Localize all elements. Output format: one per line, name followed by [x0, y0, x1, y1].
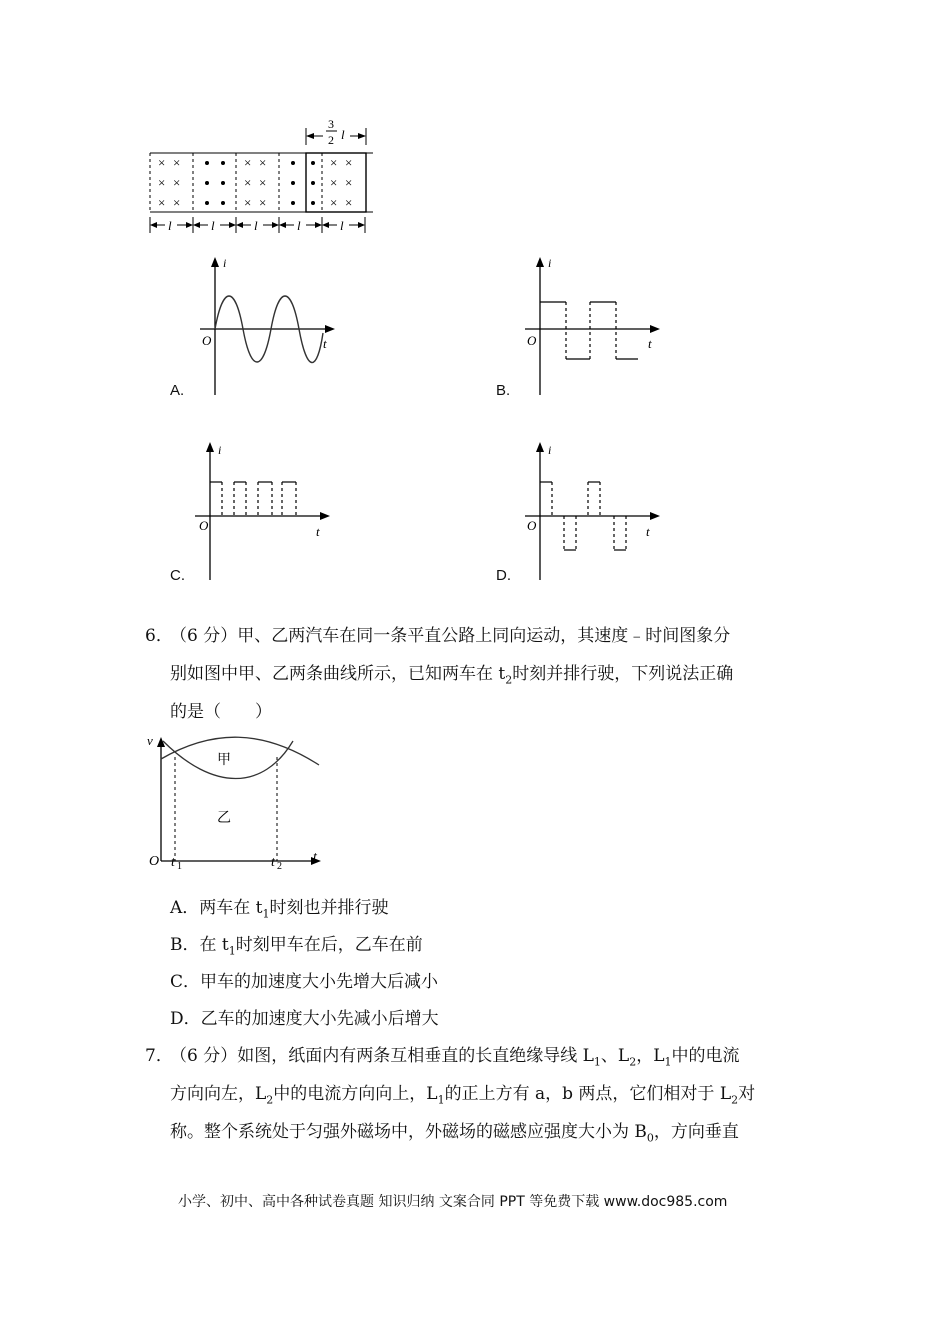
axis-t-label: t	[648, 336, 652, 351]
svg-text:×: ×	[259, 195, 267, 210]
label-t1-sub: 1	[177, 861, 182, 872]
q6-number: 6．	[145, 626, 173, 646]
q7-stem-line1: （6 分）如图，纸面内有两条互相垂直的长直绝缘导线 $L_1$、$L_2$，$L_1$中的电流	[170, 1046, 740, 1069]
label-t2-sub: 2	[277, 861, 282, 872]
field-into-page-1	[158, 155, 180, 210]
fraction-l: l	[341, 127, 345, 142]
graph-option-c	[190, 440, 340, 585]
svg-text:×: ×	[330, 195, 338, 210]
axis-t-label: t	[316, 524, 320, 539]
svg-text:×: ×	[259, 155, 267, 170]
square-wave	[540, 302, 638, 359]
q7-stem-line2: 方向向左，$L_2$中的电流方向向上，$L_1$的正上方有 a，b 两点，它们相对于 $L_2$对	[170, 1084, 756, 1107]
field-out-of-page-1	[205, 161, 225, 205]
q6-option-b: B．在 $t_1$时刻甲车在后，乙车在前	[170, 935, 423, 958]
q6-stem-line2: 别如图中甲、乙两条曲线所示，已知两车在 $t_2$时刻并排行驶，下列说法正确	[170, 664, 734, 687]
origin-label: O	[202, 333, 212, 348]
graph-option-b	[520, 255, 670, 400]
q6-stem-line3: 的是（ ）	[170, 702, 272, 722]
field-into-page-2	[244, 155, 266, 210]
svg-text:×: ×	[330, 175, 338, 190]
pulse-wave	[210, 482, 296, 516]
graph-option-a	[195, 255, 345, 400]
svg-text:×: ×	[259, 175, 267, 190]
option-c-label: C.	[170, 567, 185, 584]
axis-i-label: i	[548, 443, 552, 457]
axis-v-label: v	[147, 733, 153, 748]
origin-label: O	[149, 854, 160, 869]
svg-text:×: ×	[345, 155, 353, 170]
svg-text:×: ×	[173, 195, 181, 210]
graph-option-d	[520, 440, 670, 585]
q6-option-a: A．两车在 $t_1$时刻也并排行驶	[170, 898, 389, 921]
axis-t-label: t	[313, 850, 317, 865]
curve-jia	[161, 737, 319, 765]
q6-option-c: C．甲车的加速度大小先增大后减小	[170, 972, 439, 992]
axis-t-label: t	[646, 524, 650, 539]
svg-text:×: ×	[330, 155, 338, 170]
svg-text:×: ×	[173, 175, 181, 190]
svg-text:×: ×	[158, 175, 166, 190]
label-jia: 甲	[217, 753, 231, 768]
q6-stem-line1: （6 分）甲、乙两汽车在同一条平直公路上同向运动，其速度﹣时间图象分	[170, 626, 731, 646]
segment-label-5: l	[340, 218, 344, 233]
svg-text:×: ×	[158, 195, 166, 210]
origin-label: O	[527, 518, 537, 533]
svg-text:×: ×	[158, 155, 166, 170]
svg-text:×: ×	[173, 155, 181, 170]
page-footer: 小学、初中、高中各种试卷真题 知识归纳 文案合同 PPT 等免费下载 www.doc985.com	[178, 1194, 728, 1210]
option-b-label: B.	[496, 382, 511, 399]
segment-label-4: l	[297, 218, 301, 233]
option-d-label: D.	[496, 567, 511, 584]
fraction-denominator: 2	[328, 133, 334, 147]
magnetic-field-figure	[145, 115, 385, 240]
axis-i-label: i	[548, 256, 552, 270]
segment-label-3: l	[254, 218, 258, 233]
svg-text:×: ×	[244, 195, 252, 210]
fraction-numerator: 3	[328, 117, 334, 131]
field-out-of-page-2	[291, 161, 315, 205]
q6-option-d: D．乙车的加速度大小先减小后增大	[170, 1009, 439, 1029]
svg-text:×: ×	[345, 175, 353, 190]
axis-i-label: i	[218, 443, 222, 457]
svg-text:×: ×	[244, 155, 252, 170]
q6-velocity-time-graph	[143, 733, 333, 873]
origin-label: O	[527, 333, 537, 348]
segment-label-1: l	[168, 218, 172, 233]
segment-label-2: l	[211, 218, 215, 233]
axis-i-label: i	[223, 256, 227, 270]
label-t2: t	[271, 855, 275, 870]
q7-number: 7．	[145, 1046, 173, 1066]
field-into-page-3	[330, 155, 352, 210]
label-t1: t	[171, 855, 175, 870]
svg-text:×: ×	[345, 195, 353, 210]
option-a-label: A.	[170, 382, 185, 399]
q7-stem-line3: 称。整个系统处于匀强外磁场中，外磁场的磁感应强度大小为 $B_0$，方向垂直	[170, 1122, 739, 1145]
svg-text:×: ×	[244, 175, 252, 190]
origin-label: O	[199, 518, 209, 533]
label-yi: 乙	[217, 811, 231, 826]
axis-t-label: t	[323, 336, 327, 351]
